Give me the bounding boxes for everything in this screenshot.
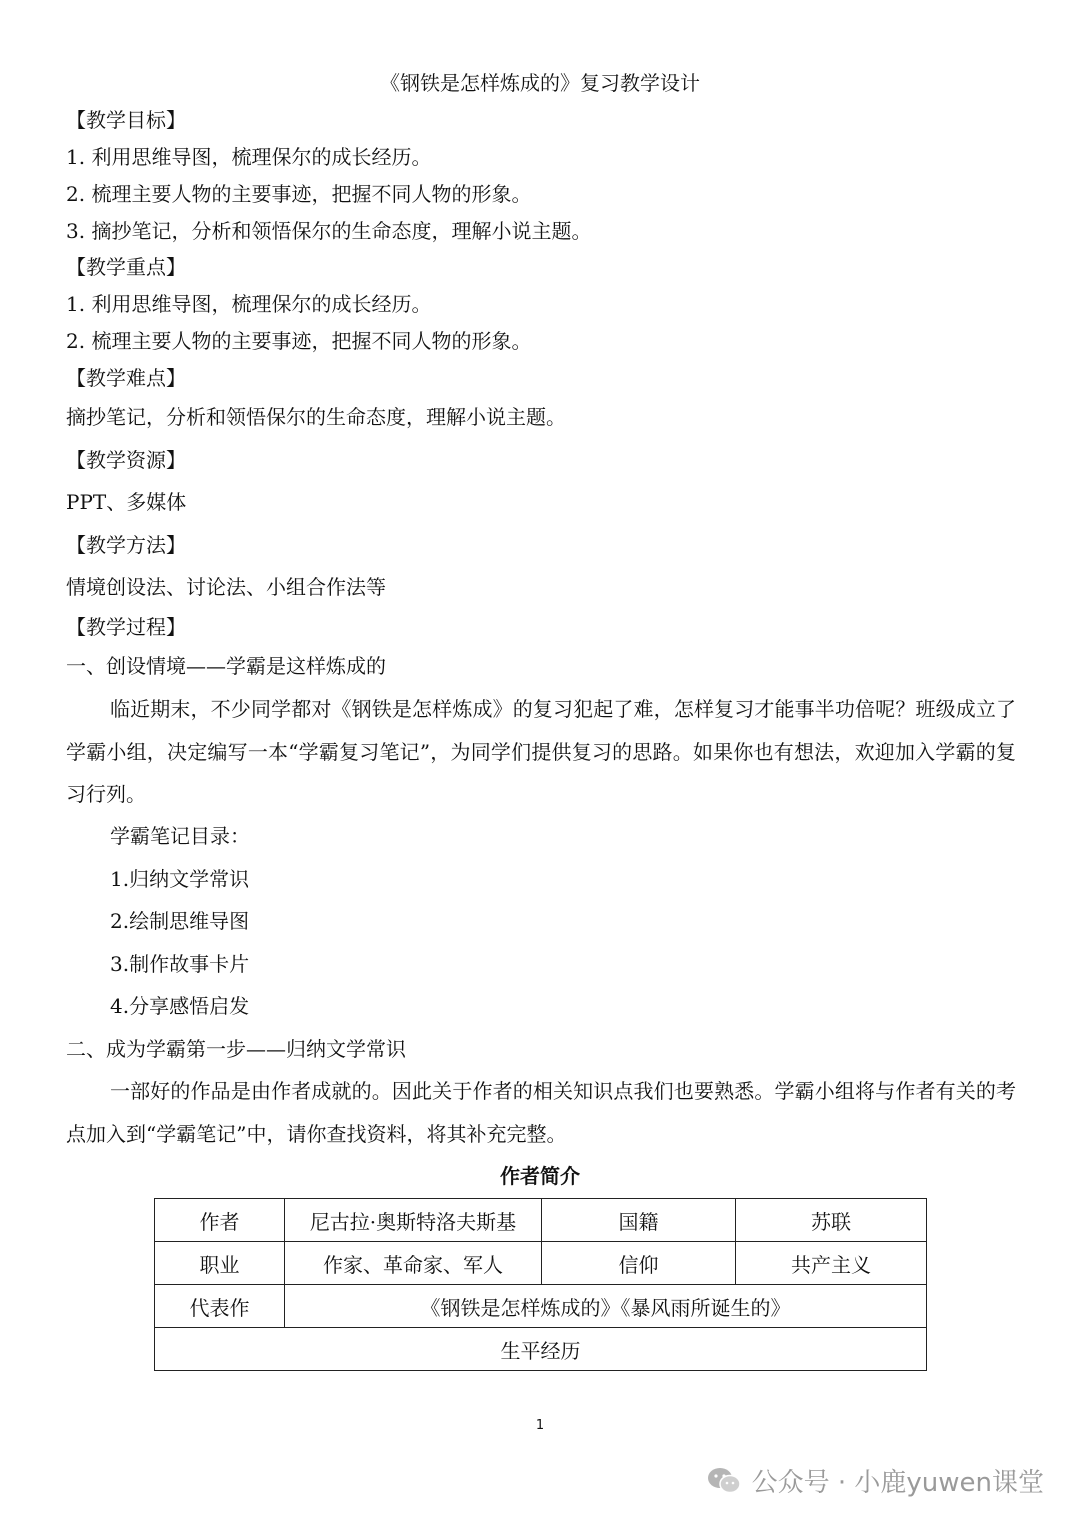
goals-heading: 【教学目标】 <box>66 108 186 132</box>
author-label: 作者 <box>155 1199 285 1242</box>
works-value: 《钢铁是怎样炼成的》《暴风雨所诞生的》 <box>285 1285 927 1328</box>
difficulty-heading: 【教学难点】 <box>66 366 186 390</box>
focus-item: 2. 梳理主要人物的主要事迹，把握不同人物的形象。 <box>66 329 532 353</box>
notes-item: 2.绘制思维导图 <box>110 909 250 933</box>
difficulty-text: 摘抄笔记，分析和领悟保尔的生命态度，理解小说主题。 <box>66 405 566 429</box>
wechat-icon <box>706 1466 742 1496</box>
part1-paragraph: 临近期末，不少同学都对《钢铁是怎样炼成》的复习犯起了难，怎样复习才能事半功倍呢？班级成立了学霸小组，决定编写一本“学霸复习笔记”，为同学们提供复习的思路。如果你也有想法，欢迎加入学霸的复习行列。 <box>66 697 1016 806</box>
life-label: 生平经历 <box>155 1328 927 1371</box>
notes-item: 4.分享感悟启发 <box>110 994 250 1018</box>
process-heading: 【教学过程】 <box>66 615 186 639</box>
notes-item: 1.归纳文学常识 <box>110 867 250 891</box>
focus-item: 1. 利用思维导图，梳理保尔的成长经历。 <box>66 292 432 316</box>
author-info-table <box>154 1198 927 1371</box>
goal-item: 3. 摘抄笔记，分析和领悟保尔的生命态度，理解小说主题。 <box>66 219 592 243</box>
resources-heading: 【教学资源】 <box>66 448 186 472</box>
belief-value: 共产主义 <box>736 1242 927 1285</box>
resources-text: PPT、多媒体 <box>66 490 187 514</box>
focus-heading: 【教学重点】 <box>66 255 186 279</box>
job-value: 作家、革命家、军人 <box>285 1242 542 1285</box>
goal-item: 2. 梳理主要人物的主要事迹，把握不同人物的形象。 <box>66 182 532 206</box>
table-row <box>155 1199 927 1242</box>
job-label: 职业 <box>155 1242 285 1285</box>
watermark <box>706 1462 1044 1499</box>
part2-paragraph: 一部好的作品是由作者成就的。因此关于作者的相关知识点我们也要熟悉。学霸小组将与作者有关的考点加入到“学霸笔记”中，请你查找资料，将其补充完整。 <box>66 1079 1016 1146</box>
page-number: 1 <box>535 1418 545 1433</box>
methods-heading: 【教学方法】 <box>66 533 186 557</box>
watermark-text: 公众号 · 小鹿yuwen课堂 <box>751 1468 1044 1498</box>
notes-item: 3.制作故事卡片 <box>110 952 250 976</box>
belief-label: 信仰 <box>542 1242 736 1285</box>
notes-heading: 学霸笔记目录： <box>110 824 250 848</box>
part2-heading: 二、成为学霸第一步——归纳文学常识 <box>66 1037 406 1061</box>
methods-text: 情境创设法、讨论法、小组合作法等 <box>66 575 386 599</box>
author-table-title: 作者简介 <box>500 1164 580 1188</box>
author-value: 尼古拉·奥斯特洛夫斯基 <box>285 1199 542 1242</box>
table-row <box>155 1328 927 1371</box>
goal-item: 1. 利用思维导图，梳理保尔的成长经历。 <box>66 145 432 169</box>
nationality-label: 国籍 <box>542 1199 736 1242</box>
nationality-value: 苏联 <box>736 1199 927 1242</box>
part1-heading: 一、创设情境——学霸是这样炼成的 <box>66 654 386 678</box>
table-row <box>155 1242 927 1285</box>
document-title: 《钢铁是怎样炼成的》复习教学设计 <box>380 71 700 95</box>
table-row <box>155 1285 927 1328</box>
works-label: 代表作 <box>155 1285 285 1328</box>
